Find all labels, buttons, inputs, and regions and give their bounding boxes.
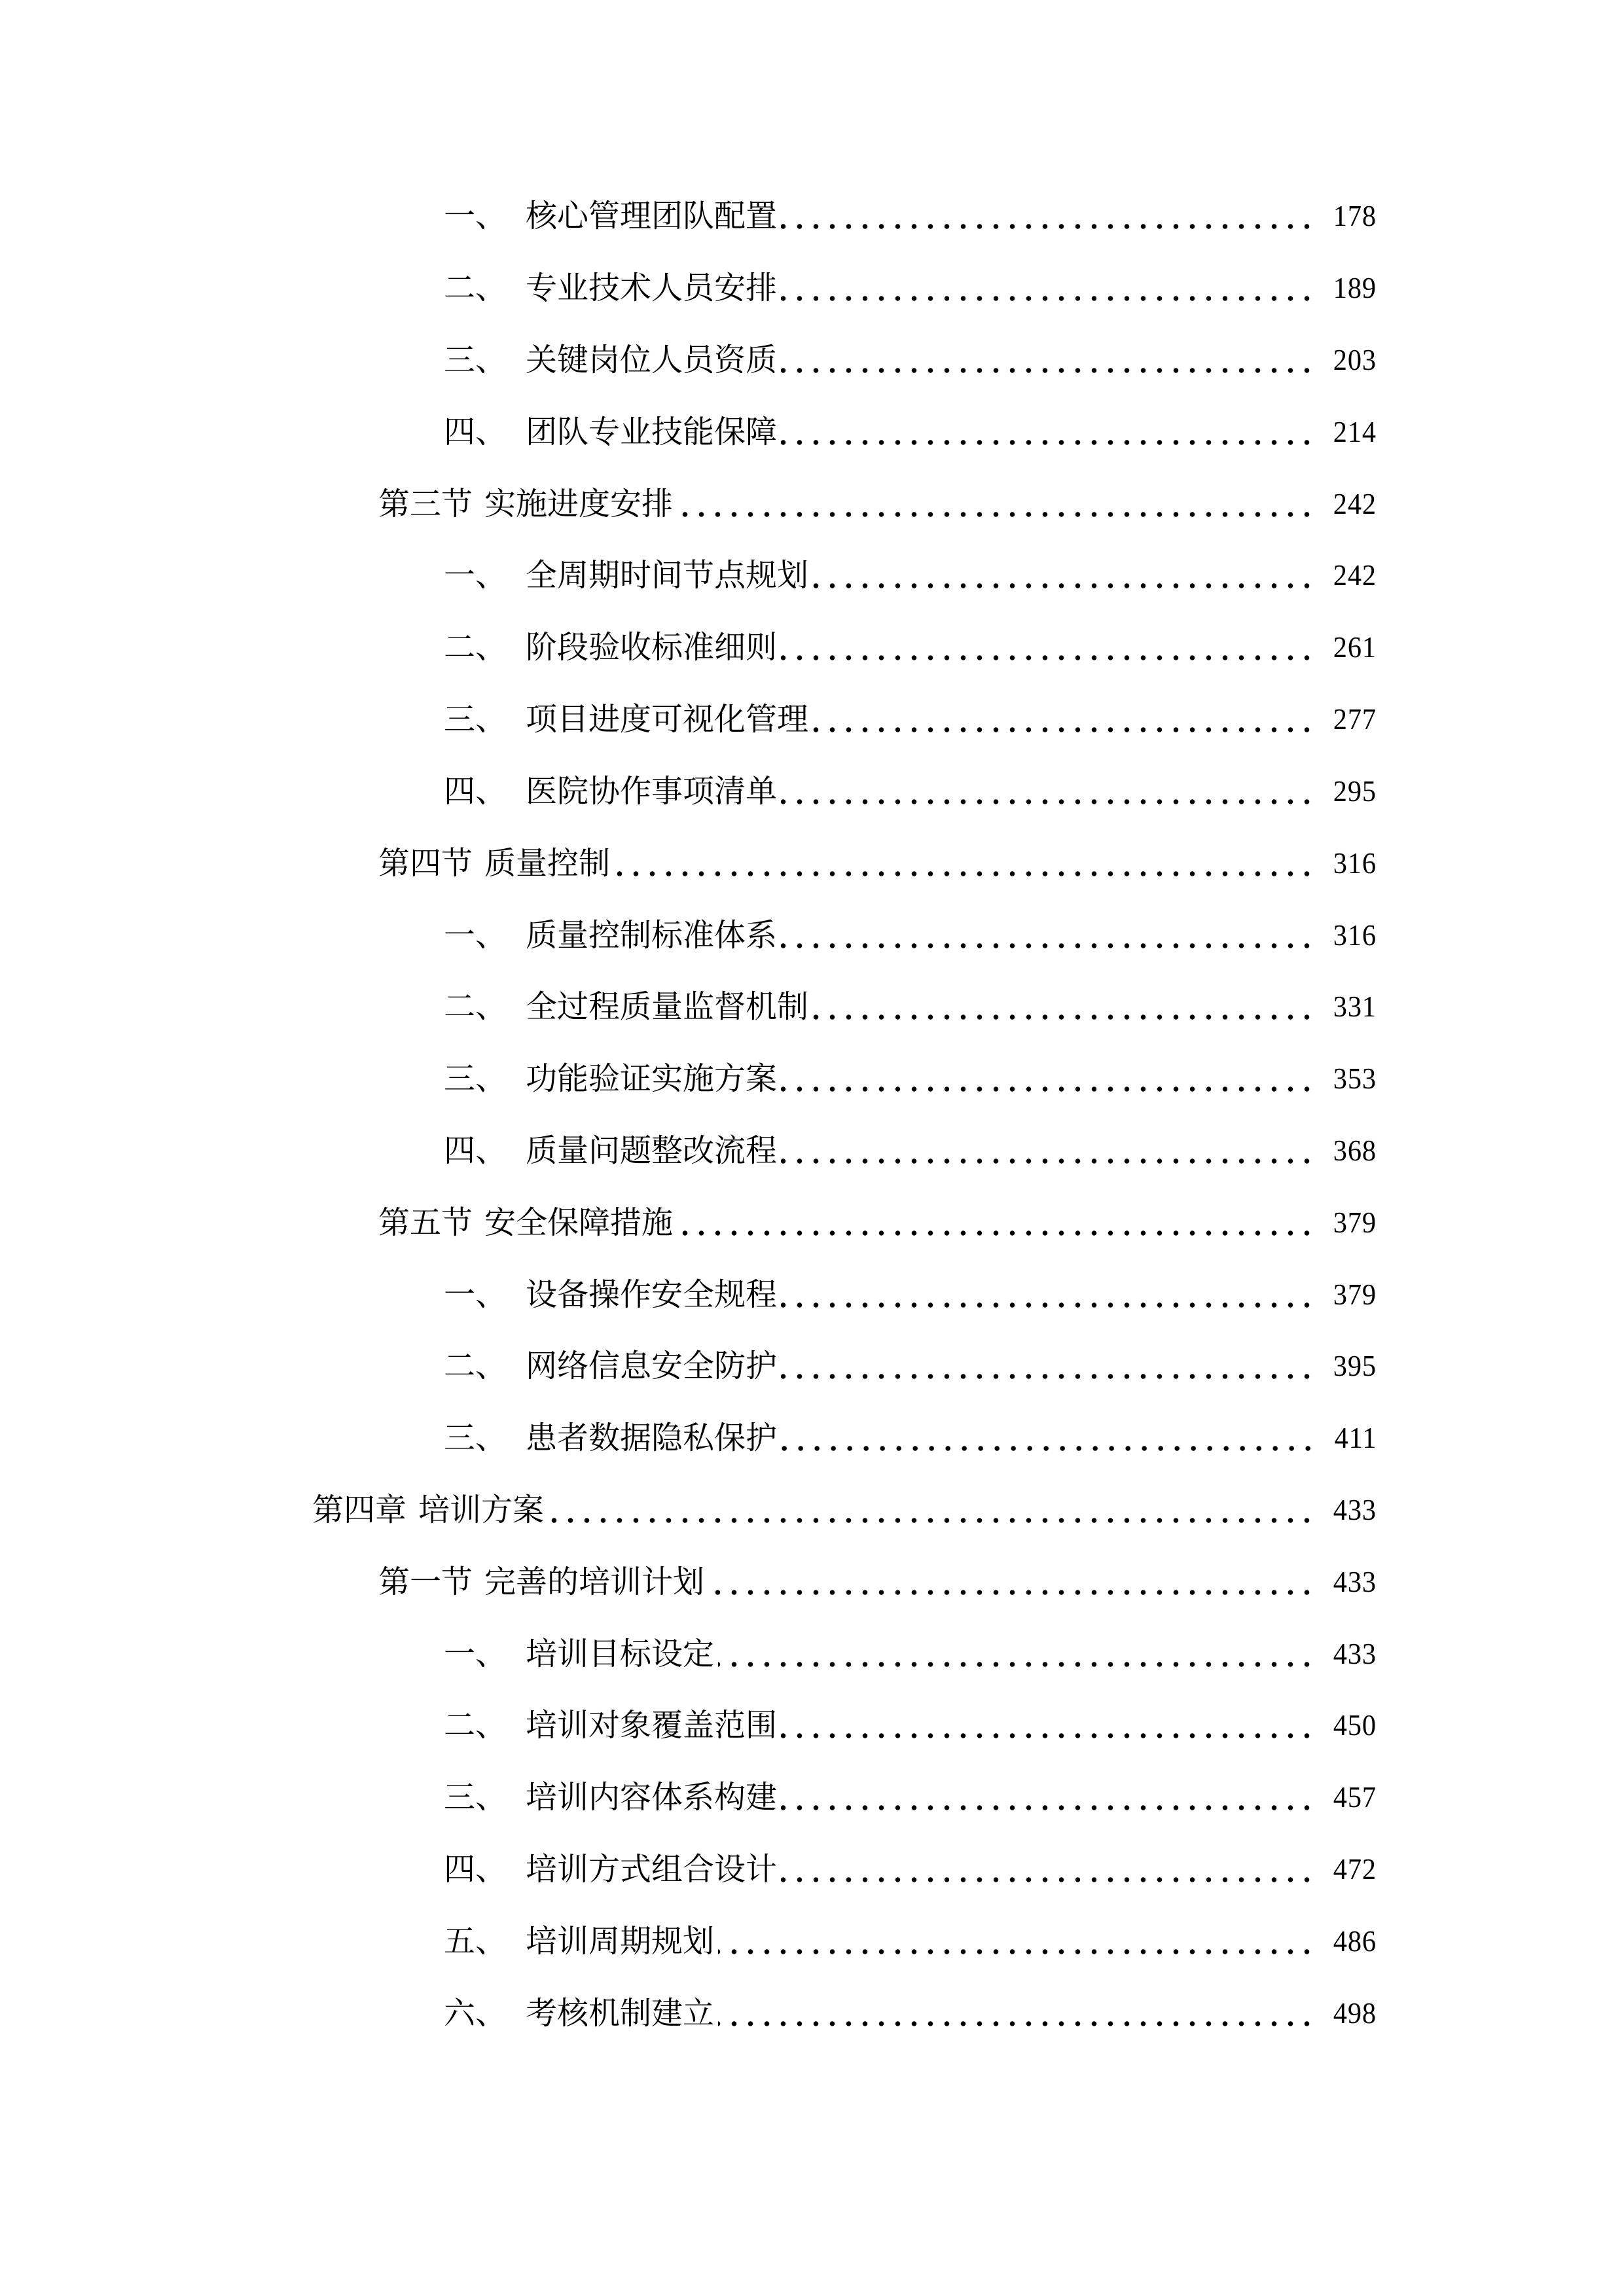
item-number: 六、	[444, 1995, 507, 2032]
page-number: 368	[1333, 1134, 1377, 1167]
entry-title: 培训内容体系构建	[526, 1779, 778, 1816]
entry-title: 培训目标设定	[526, 1636, 715, 1672]
entry-title: 核心管理团队配置	[526, 198, 778, 234]
dot-leader	[781, 268, 1315, 308]
toc-entry-item[interactable]	[444, 1059, 1377, 1098]
item-number: 一、	[444, 1276, 507, 1313]
toc-entry-section[interactable]	[378, 1203, 1377, 1242]
entry-title: 项目进度可视化管理	[526, 701, 809, 738]
toc-entry-item[interactable]	[444, 700, 1377, 739]
toc-entry-item[interactable]	[444, 1418, 1377, 1458]
entry-title: 设备操作安全规程	[526, 1276, 778, 1313]
item-number: 一、	[444, 917, 507, 954]
dot-leader	[677, 484, 1315, 524]
item-number: 二、	[444, 1348, 507, 1384]
entry-title: 关键岗位人员资质	[526, 342, 778, 378]
dot-leader	[781, 1418, 1316, 1458]
item-number: 四、	[444, 773, 507, 810]
dot-leader	[548, 1490, 1315, 1530]
page-number: 457	[1333, 1780, 1377, 1814]
entry-title: 培训方式组合设计	[526, 1851, 778, 1888]
item-number: 一、	[444, 1636, 507, 1672]
page-number: 242	[1333, 487, 1377, 520]
page-number: 316	[1333, 846, 1377, 880]
dot-leader	[781, 1706, 1315, 1745]
toc-entry-item[interactable]	[444, 1634, 1377, 1674]
dot-leader	[781, 1346, 1315, 1386]
page-number: 353	[1333, 1062, 1377, 1095]
page-number: 450	[1333, 1708, 1377, 1742]
dot-leader	[781, 196, 1315, 236]
entry-title: 质量控制标准体系	[526, 917, 778, 954]
dot-leader	[718, 1922, 1315, 1961]
entry-title: 医院协作事项清单	[526, 773, 778, 810]
entry-title: 功能验证实施方案	[526, 1060, 778, 1097]
entry-title: 全周期时间节点规划	[526, 557, 809, 594]
item-number: 二、	[444, 629, 507, 666]
entry-title: 安全保障措施	[484, 1204, 674, 1241]
toc-entry-item[interactable]	[444, 772, 1377, 811]
toc-entry-item[interactable]	[444, 1346, 1377, 1386]
page-number: 379	[1333, 1278, 1377, 1311]
item-number: 二、	[444, 270, 507, 306]
dot-leader	[781, 1850, 1315, 1889]
entry-title: 培训对象覆盖范围	[526, 1707, 778, 1744]
toc-entry-section[interactable]	[378, 844, 1377, 883]
chapter-number: 第四章	[312, 1492, 407, 1528]
section-number: 第一节	[378, 1564, 473, 1600]
page-number: 214	[1333, 415, 1377, 448]
item-number: 三、	[444, 342, 507, 378]
page-number: 178	[1333, 199, 1377, 232]
page-number: 472	[1333, 1852, 1377, 1886]
toc-entry-item[interactable]	[444, 987, 1377, 1026]
dot-leader	[781, 916, 1315, 955]
entry-title: 患者数据隐私保护	[526, 1420, 778, 1456]
dot-leader	[614, 844, 1315, 883]
dot-leader	[781, 772, 1315, 811]
page-number: 433	[1333, 1565, 1377, 1598]
dot-leader	[812, 987, 1315, 1026]
dot-leader	[781, 1275, 1315, 1314]
toc-entry-item[interactable]	[444, 1131, 1377, 1170]
toc-entry-item[interactable]	[444, 556, 1377, 595]
dot-leader	[781, 1059, 1315, 1098]
item-number: 一、	[444, 557, 507, 594]
item-number: 四、	[444, 1132, 507, 1169]
toc-entry-item[interactable]	[444, 1706, 1377, 1745]
entry-title: 实施进度安排	[484, 486, 674, 522]
item-number: 三、	[444, 701, 507, 738]
toc-entry-item[interactable]	[444, 412, 1377, 452]
section-number: 第五节	[378, 1204, 473, 1241]
section-number: 第四节	[378, 845, 473, 882]
page-number: 433	[1333, 1493, 1377, 1526]
item-number: 一、	[444, 198, 507, 234]
toc-entry-item[interactable]	[444, 1994, 1377, 2033]
page-number: 242	[1333, 558, 1377, 592]
dot-leader	[812, 556, 1315, 595]
page-number: 277	[1333, 702, 1377, 736]
item-number: 四、	[444, 1851, 507, 1888]
page-number: 379	[1333, 1206, 1377, 1239]
toc-entry-section[interactable]	[378, 1562, 1377, 1602]
dot-leader	[781, 1778, 1315, 1817]
dot-leader	[718, 1994, 1315, 2033]
toc-entry-item[interactable]	[444, 1850, 1377, 1889]
entry-title: 质量控制	[484, 845, 611, 882]
toc-entry-item[interactable]	[444, 340, 1377, 380]
entry-title: 完善的培训计划	[484, 1564, 705, 1600]
page-number: 316	[1333, 918, 1377, 952]
toc-entry-item[interactable]	[444, 916, 1377, 955]
toc-entry-item[interactable]	[444, 1922, 1377, 1961]
dot-leader	[677, 1203, 1315, 1242]
toc-entry-item[interactable]	[444, 1778, 1377, 1817]
item-number: 二、	[444, 988, 507, 1025]
toc-entry-item[interactable]	[444, 628, 1377, 667]
page-number: 331	[1333, 990, 1377, 1023]
entry-title: 培训方案	[418, 1492, 545, 1528]
page-number: 203	[1333, 343, 1377, 376]
toc-entry-section[interactable]	[378, 484, 1377, 524]
page-number: 395	[1333, 1349, 1377, 1382]
page-number: 486	[1333, 1924, 1377, 1958]
dot-leader	[708, 1562, 1315, 1602]
entry-title: 网络信息安全防护	[526, 1348, 778, 1384]
dot-leader	[781, 340, 1315, 380]
dot-leader	[781, 628, 1315, 667]
item-number: 二、	[444, 1707, 507, 1744]
item-number: 三、	[444, 1420, 507, 1456]
toc-entry-item[interactable]	[444, 196, 1377, 236]
entry-title: 培训周期规划	[526, 1923, 715, 1960]
dot-leader	[812, 700, 1315, 739]
entry-title: 团队专业技能保障	[526, 414, 778, 450]
entry-title: 阶段验收标准细则	[526, 629, 778, 666]
item-number: 三、	[444, 1060, 507, 1097]
entry-title: 质量问题整改流程	[526, 1132, 778, 1169]
item-number: 三、	[444, 1779, 507, 1816]
page-number: 295	[1333, 774, 1377, 808]
page-number: 498	[1333, 1996, 1377, 2030]
section-number: 第三节	[378, 486, 473, 522]
page-number: 433	[1333, 1637, 1377, 1670]
toc-entry-item[interactable]	[444, 1275, 1377, 1314]
dot-leader	[781, 1131, 1315, 1170]
entry-title: 考核机制建立	[526, 1995, 715, 2032]
toc-entry-item[interactable]	[444, 268, 1377, 308]
item-number: 四、	[444, 414, 507, 450]
entry-title: 全过程质量监督机制	[526, 988, 809, 1025]
page-number: 261	[1333, 630, 1377, 664]
entry-title: 专业技术人员安排	[526, 270, 778, 306]
dot-leader	[781, 412, 1315, 452]
page-number: 411	[1334, 1421, 1377, 1454]
page-number: 189	[1333, 271, 1377, 304]
item-number: 五、	[444, 1923, 507, 1960]
toc-entry-chapter[interactable]	[312, 1490, 1377, 1530]
dot-leader	[718, 1634, 1315, 1674]
